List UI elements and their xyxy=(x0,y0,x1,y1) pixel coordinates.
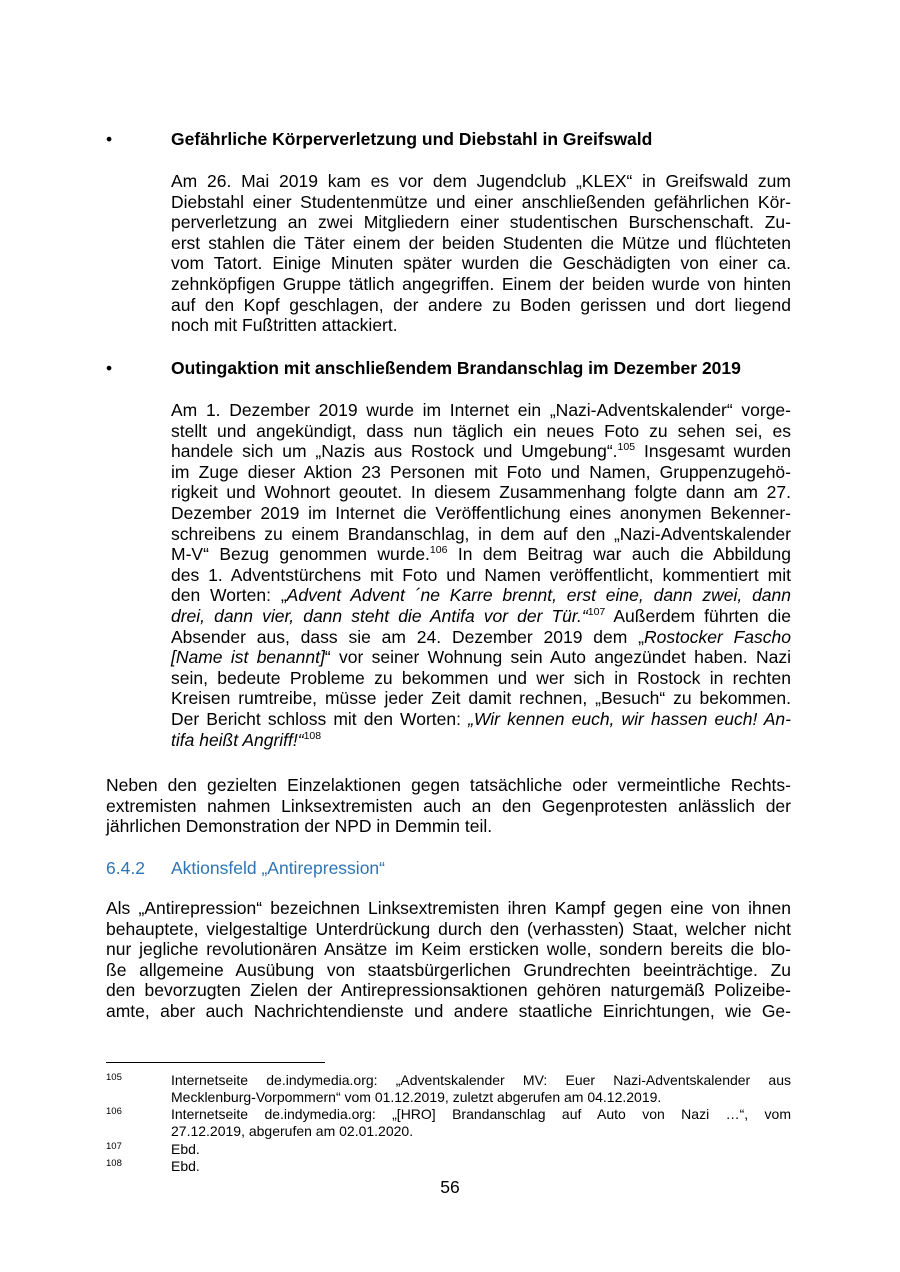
text-line: stellt und angekündigt, dass nun täglich ein neues Foto zu sehen sei, es xyxy=(171,420,791,441)
text-line: erst stahlen die Täter einem der beiden Studenten die Mütze und flüchteten xyxy=(171,232,791,253)
subsection-number: 6.4.2 xyxy=(106,858,145,878)
section-heading-1: Gefährliche Körperverletzung und Diebstahl in Greifswald xyxy=(171,129,653,149)
text-line: Am 26. Mai 2019 kam es vor dem Jugendclub „KLEX“ in Greifswald zum xyxy=(171,171,791,191)
footnote-ref: 108 xyxy=(303,729,322,742)
text-line: Diebstahl einer Studentenmütze und einer anschließenden gefährlichen Kör- xyxy=(171,191,791,212)
text-line: Der Bericht schloss mit den Worten: „Wir kennen euch, wir hassen euch! An- xyxy=(171,708,791,729)
text-line: nur jegliche revolutionären Ansätze im Keim ersticken wolle, sondern bereits die blo- xyxy=(106,939,791,960)
text-line: drei, dann vier, dann steht die Antifa vor der Tür.“$^{107}$ Außerdem führten die xyxy=(171,605,792,626)
text-line: auf den Kopf geschlagen, der andere zu Boden gerissen und dort liegend xyxy=(171,294,791,315)
text-line: den Worten: „Advent Advent ´ne Karre brennt, erst eine, dann zwei, dann xyxy=(171,585,792,606)
text-line: ße allgemeine Ausübung von staatsbürgerlichen Grundrechten beeinträchtige. Zu xyxy=(106,959,791,980)
footnote-ref: 105 xyxy=(617,441,636,454)
text-line: extremisten nahmen Linksextremisten auch an den Gegenprotesten anlässlich der xyxy=(106,795,791,816)
text-line: Neben den gezielten Einzelaktionen gegen tatsächliche oder vermeintliche Rechts- xyxy=(106,775,791,795)
text-line: im Zuge dieser Aktion 23 Personen mit Foto und Namen, Gruppenzugehö- xyxy=(171,461,791,482)
text-line: den bevorzugten Zielen der Antirepressionsaktionen gehören naturgemäß Polizeibe- xyxy=(106,980,791,1001)
text-line: behauptete, vielgestaltige Unterdrückung durch den (verhassten) Staat, welcher nicht xyxy=(106,918,791,939)
text-line: zehnköpfigen Gruppe tätlich angegriffen. Einem der beiden wurde von hinten xyxy=(171,273,791,294)
footnote-text: 27.12.2019, abgerufen am 02.01.2020. xyxy=(171,1123,414,1139)
text-line: Absender aus, dass sie am 24. Dezember 2019 dem „Rostocker Fascho xyxy=(171,626,791,647)
text-line: [Name ist benannt]“ vor seiner Wohnung sein Auto angezündet haben. Nazi xyxy=(171,647,791,668)
footnote-text: Internetseite de.indymedia.org: „Adventskalender MV: Euer Nazi-Adventskalender aus xyxy=(171,1072,791,1088)
text-line: handele sich um „Nazis aus Rostock und Umgebung“.$^{105}$ Insgesamt wurden xyxy=(171,441,792,462)
footnote-separator xyxy=(106,1062,325,1063)
footnote-ref: 106 xyxy=(429,544,448,557)
text-line: rigkeit und Wohnort geoutet. In diesem Zusammenhang folgte dann am 27. xyxy=(171,482,791,503)
text-line: tifa heißt Angriff!“$^{108}$ xyxy=(171,729,322,750)
footnote-text: Ebd. xyxy=(171,1158,200,1174)
footnote-number: 108 xyxy=(106,1158,122,1169)
body-paragraph-2 xyxy=(106,898,791,1022)
bullet-marker: • xyxy=(106,129,113,149)
body-paragraph xyxy=(106,775,791,837)
footnote-number: 107 xyxy=(106,1141,122,1152)
footnote-text: Ebd. xyxy=(171,1141,200,1157)
text-line: schreibens zu einem Brandanschlag, in dem auf den „Nazi-Adventskalender xyxy=(171,523,791,544)
subsection-title-text: Aktionsfeld „Antirepression“ xyxy=(171,858,385,878)
text-line: Dezember 2019 im Internet die Veröffentlichung eines anonymen Bekenner- xyxy=(171,502,791,523)
bullet-marker: • xyxy=(106,358,113,378)
text-line: noch mit Fußtritten attackiert. xyxy=(171,315,398,336)
text-line: Als „Antirepression“ bezeichnen Linksextremisten ihren Kampf gegen eine von ihnen xyxy=(106,898,791,918)
footnote-number: 106 xyxy=(106,1106,122,1117)
footnote-text: Internetseite de.indymedia.org: „[HRO] Brandanschlag auf Auto von Nazi …“, vom xyxy=(171,1106,791,1122)
text-line: amte, aber auch Nachrichtendienste und andere staatliche Einrichtungen, wie Ge- xyxy=(106,1000,791,1021)
footnote-ref: 107 xyxy=(587,605,606,618)
footnote-number: 105 xyxy=(106,1072,122,1083)
text-line: perverletzung an zwei Mitgliedern einer studentischen Burschenschaft. Zu- xyxy=(171,212,791,233)
text-line: sein, bedeute Probleme zu bekommen und wer sich in Rostock in rechten xyxy=(171,667,791,688)
subsection-title xyxy=(106,858,385,879)
section-paragraph-2 xyxy=(171,400,791,750)
text-line: M-V“ Bezug genommen wurde.$^{106}$ In dem Beitrag war auch die Abbildung xyxy=(171,544,791,565)
text-line: des 1. Adventstürchens mit Foto und Namen veröffentlicht, kommentiert mit xyxy=(171,564,791,585)
section-heading-2: Outingaktion mit anschließendem Brandanschlag im Dezember 2019 xyxy=(171,358,741,378)
text-line: jährlichen Demonstration der NPD in Demmin teil. xyxy=(106,816,493,837)
section-paragraph-1 xyxy=(171,171,791,336)
footnote-text: Mecklenburg-Vorpommern“ vom 01.12.2019, zuletzt abgerufen am 04.12.2019. xyxy=(171,1089,662,1105)
page-number: 56 xyxy=(440,1177,460,1197)
text-line: Kreisen rumtreibe, müsse jeder Zeit damit rechnen, „Besuch“ zu bekommen. xyxy=(171,688,791,709)
text-line: Am 1. Dezember 2019 wurde im Internet ein „Nazi-Adventskalender“ vorge- xyxy=(171,400,791,420)
text-line: vom Tatort. Einige Minuten später wurden die Geschädigten von einer ca. xyxy=(171,253,791,274)
